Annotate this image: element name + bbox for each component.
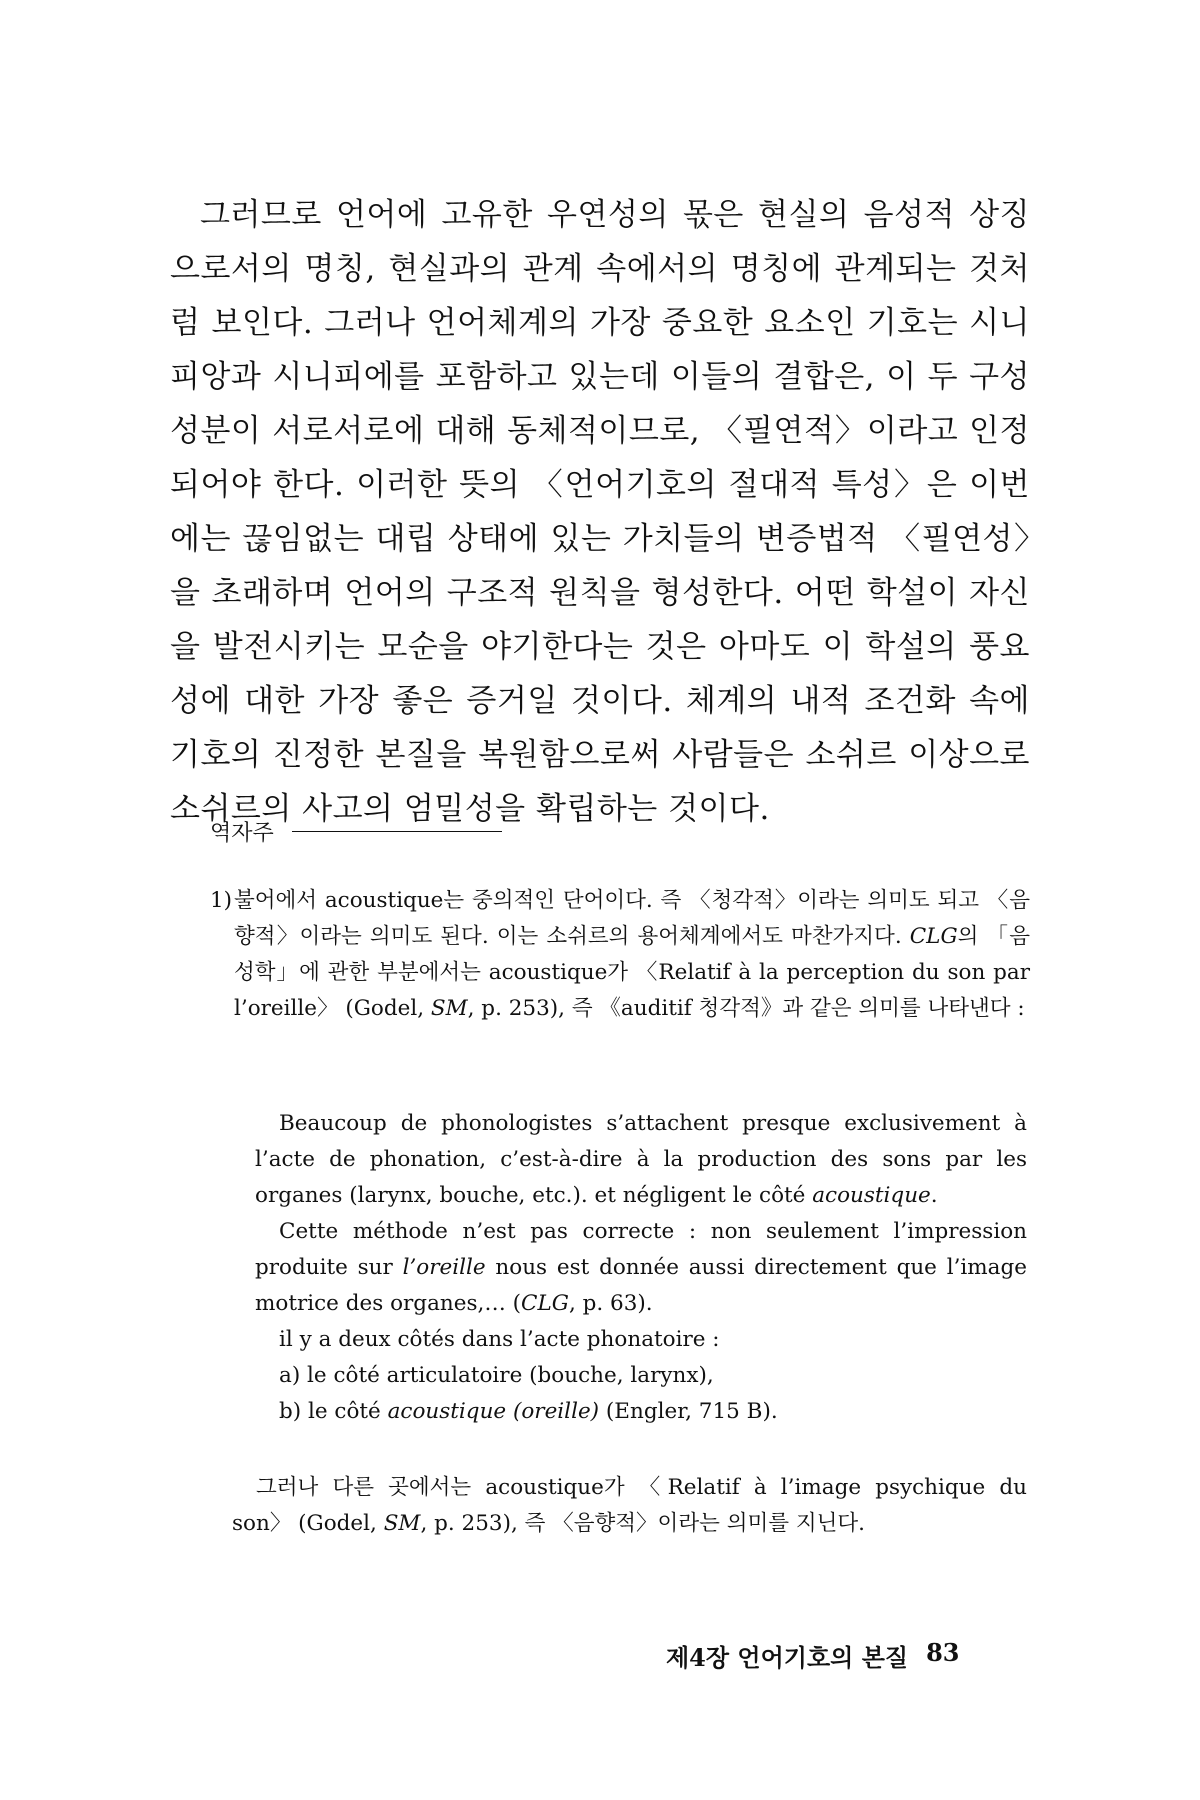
main-paragraph: [170, 188, 1030, 836]
footnote-sm: SM: [430, 996, 468, 1021]
quote-p2-text: Cette méthode n’est pas correcte : non seulement l’impression produite sur: [255, 1219, 1027, 1280]
quote-item-b-text: b) le côté: [279, 1399, 388, 1424]
after-quote-sm: SM: [383, 1511, 421, 1536]
footnote-clg: CLG: [909, 924, 958, 949]
quote-p2-end: , p. 63).: [568, 1291, 653, 1316]
block-quote: [255, 1106, 1027, 1430]
main-paragraph-text: 그러므로 언어에 고유한 우연성의 몫은 현실의 음성적 상징으로서의 명칭, 현실과의 관계 속에서의 명칭에 관계되는 것처럼 보인다. 그러나 언어체계의 가장 중요한 요소인 기호는 시니피앙과 시니피에를 포함하고 있는데 이들의 결합은, 이 두 구성성분이 서로서로에 대해 동체적이므로, 〈필연적〉이라고 인정되어야 한다. 이러한 뜻의 〈언어기호의 절대적 특성〉은 이번에는 끊임없는 대립 상태에 있는 가치들의 변증법적 〈필연성〉을 초래하며 언어의 구조적 원칙을 형성한다. 어떤 학설이 자신을 발전시키는 모순을 야기한다는 것은 아마도 이 학설의 풍요성에 대한 가장 좋은 증거일 것이다. 체계의 내적 조건화 속에 기호의 진정한 본질을 복원함으로써 사람들은 소쉬르 이상으로 소쉬르의 사고의 엄밀성을 확립하는 것이다.: [170, 197, 1030, 827]
footnote-text-1: 불어에서 acoustique는 중의적인 단어이다. 즉 〈청각적〉이라는 의미도 되고 〈음향적〉이라는 의미도 된다. 이는 소쉬르의 용어체계에서도 마찬가지다.: [234, 888, 1030, 949]
quote-p1-text: Beaucoup de phonologistes s’attachent presque exclusivement à l’acte de phonation, c’est-à-dire à la production des sons par les organes (larynx, bouche, etc.). et négligent le côté: [255, 1111, 1027, 1208]
footnote-text-3: , p. 253), 즉 《auditif 청각적》과 같은 의미를 나타낸다 :: [467, 996, 1025, 1021]
translator-notes-label: 역자주: [210, 821, 274, 846]
quote-p2-text-b: nous est donnée aussi directement que l’image motrice des organes,… (: [255, 1255, 1027, 1316]
quote-item-b: [255, 1394, 1027, 1430]
quote-p1-end: .: [930, 1183, 938, 1208]
footnote-text-2: 의 「음성학」에 관한 부분에서는 acoustique가 〈Relatif à la perception du son par l’oreille〉 (Godel,: [234, 924, 1030, 1021]
footnote-1: [210, 883, 1030, 1027]
quote-item-a: a) le côté articulatoire (bouche, larynx),: [279, 1363, 714, 1388]
quote-item-b-emphasis: acoustique (oreille): [387, 1399, 600, 1424]
quote-paragraph-2: [255, 1214, 1027, 1322]
quote-paragraph-1: [255, 1106, 1027, 1214]
heading-rule: [292, 831, 502, 832]
quote-item-b-end: (Engler, 715 B).: [599, 1399, 778, 1424]
quote-paragraph-3: il y a deux côtés dans l’acte phonatoire :: [279, 1327, 720, 1352]
translator-notes-heading: [210, 816, 502, 847]
chapter-title: 제4장 언어기호의 본질: [666, 1643, 909, 1672]
quote-p1-emphasis: acoustique: [812, 1183, 931, 1208]
page-number: 83: [926, 1638, 960, 1667]
after-quote-text: 그러나 다른 곳에서는 acoustique가 〈Relatif à l’image psychique du son〉 (Godel,: [232, 1475, 1027, 1536]
after-quote-paragraph: [232, 1470, 1027, 1542]
page-footer: [666, 1638, 986, 1673]
quote-p2-emphasis: l’oreille: [402, 1255, 486, 1280]
quote-p2-clg: CLG: [521, 1291, 569, 1316]
footnote-body: [234, 883, 1030, 1027]
footnote-number: 1): [210, 888, 233, 913]
after-quote-end: , p. 253), 즉 〈음향적〉이라는 의미를 지닌다.: [420, 1511, 865, 1536]
